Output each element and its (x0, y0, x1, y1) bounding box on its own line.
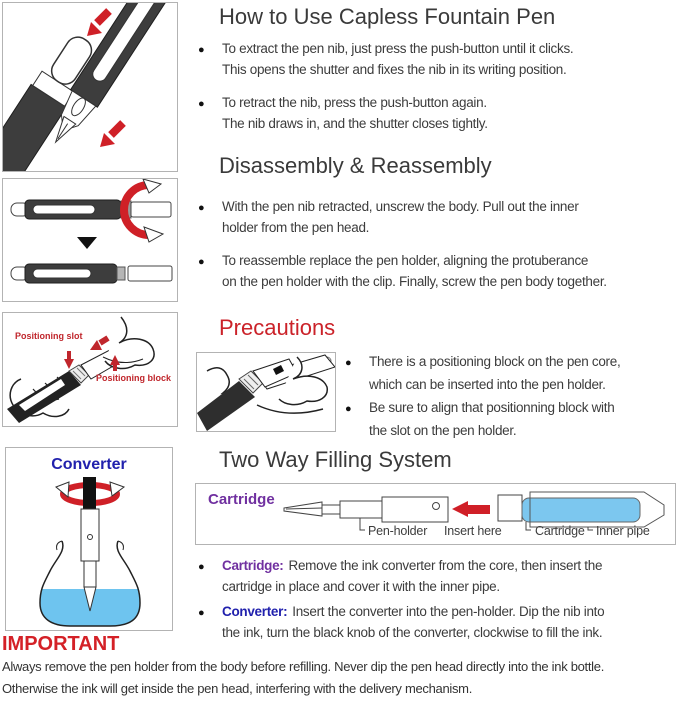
bullet-dot (198, 196, 222, 238)
disassembly-title: Disassembly & Reassembly (219, 153, 492, 178)
bullet-text-line: This opens the shutter and fixes the nib in its writing position. (222, 62, 567, 77)
inner-pipe-label: Inner pipe (596, 524, 650, 538)
cartridge-label: Cartridge (535, 524, 585, 538)
separated-pen (11, 264, 172, 283)
bullet-dot (345, 396, 369, 442)
insert-here-label: Insert here (444, 524, 502, 538)
disassembly-illustration (2, 178, 178, 302)
red-down-arrow-icon (64, 351, 74, 369)
disassembly-drawing (3, 179, 177, 301)
bullet-text-line: With the pen nib retracted, unscrew the body. Pull out the inner (222, 199, 579, 214)
bullet-text-line: the slot on the pen holder. (369, 423, 517, 438)
bullet-text-line: The nib draws in, and the shutter closes tightly. (222, 116, 488, 131)
positioning-drawing (3, 313, 177, 426)
positioning-block-label: Positioning block (96, 373, 172, 383)
cartridge-body (522, 498, 640, 522)
bullet-text-line: on the pen holder with the clip. Finally, screw the pen body together. (222, 274, 607, 289)
red-arrow-icon (100, 123, 123, 147)
how-to-use-bullet-2 (198, 92, 488, 134)
bullet-text-line: cartridge in place and cover it with the inner pipe. (222, 579, 500, 594)
bullet-text-line: Remove the ink converter from the core, then insert the (288, 558, 603, 573)
bullet-dot (198, 555, 222, 597)
cartridge-cap (498, 495, 522, 521)
bullet-text-line: Insert the converter into the pen-holder. Dip the nib into (292, 604, 605, 619)
cartridge-prefix: Cartridge: (222, 558, 284, 573)
pen-holder-back (382, 497, 448, 522)
bullet-text-line: There is a positioning block on the pen core, (369, 354, 621, 369)
positioning-slot-label: Positioning slot (15, 331, 83, 341)
bullet-text-line: Be sure to align that positionning block with (369, 400, 615, 415)
insert-core-illustration (196, 352, 336, 432)
important-line: Otherwise the ink will get inside the pen head, interfering with the delivery mechanism. (2, 681, 473, 696)
converter-illustration (5, 447, 173, 631)
bullet-text-line: the ink, turn the black knob of the converter, clockwise to fill the ink. (222, 625, 603, 640)
positioning-illustration (2, 312, 178, 427)
red-left-arrow-icon (452, 501, 490, 517)
push-button-drawing (3, 3, 177, 171)
cartridge-bullet (198, 555, 602, 597)
pen-holder-label: Pen-holder (368, 524, 428, 538)
bullet-text-line: which can be inserted into the pen holder. (369, 377, 606, 392)
converter-knob (83, 477, 96, 509)
precautions-bullet-2 (345, 396, 614, 442)
precautions-bullet-1 (345, 350, 620, 396)
two-way-title: Two Way Filling System (219, 447, 452, 472)
red-diagonal-arrow-icon (90, 338, 108, 350)
bullet-text-line: holder from the pen head. (222, 220, 370, 235)
important-title: IMPORTANT (2, 633, 120, 655)
pen-holder-part (340, 501, 382, 518)
disassembly-bullet-1 (198, 196, 579, 238)
converter-drawing (6, 477, 172, 629)
bullet-text-line: To retract the nib, press the push-button again. (222, 95, 487, 110)
red-arrow-icon (87, 11, 109, 36)
important-line: Always remove the pen holder from the body before refilling. Never dip the pen head directly into the ink bottle. (2, 659, 605, 674)
cartridge-diagram-title: Cartridge (208, 491, 275, 508)
converter-prefix: Converter: (222, 604, 288, 619)
bullet-dot (345, 350, 369, 396)
bullet-dot (198, 38, 222, 80)
bullet-dot (198, 250, 222, 292)
disassembly-bullet-2 (198, 250, 607, 292)
push-button-illustration (2, 2, 178, 172)
converter-box-title: Converter (51, 456, 127, 473)
precautions-title: Precautions (219, 315, 336, 340)
bullet-text-line: To reassemble replace the pen holder, aligning the protuberance (222, 253, 589, 268)
how-to-use-title: How to Use Capless Fountain Pen (219, 4, 556, 29)
insert-core-drawing (197, 353, 335, 431)
converter-bullet (198, 601, 604, 643)
bullet-dot (198, 92, 222, 134)
cartridge-diagram (195, 483, 676, 545)
bullet-text-line: To extract the pen nib, just press the push-button until it clicks. (222, 41, 574, 56)
assembled-pen (11, 200, 171, 219)
down-triangle-icon (77, 237, 97, 249)
how-to-use-bullet-1 (198, 38, 573, 80)
bullet-dot (198, 601, 222, 643)
